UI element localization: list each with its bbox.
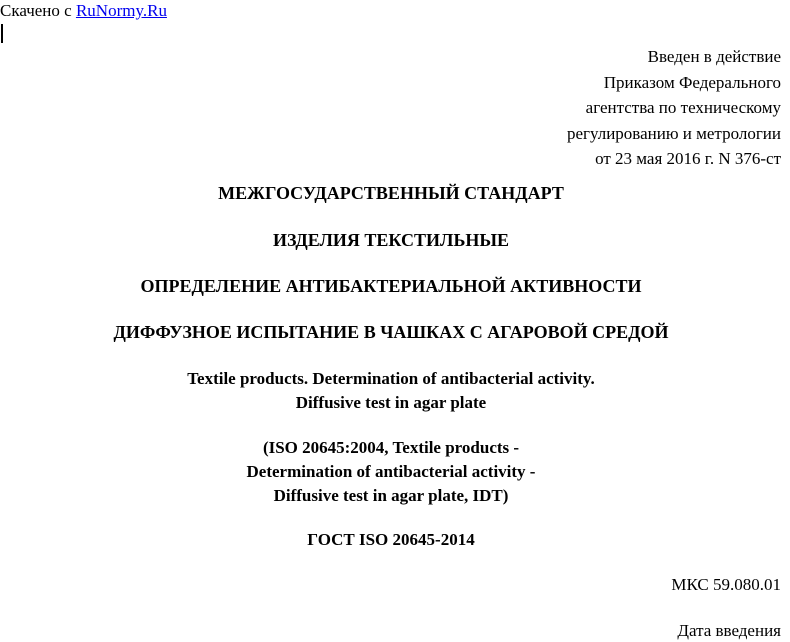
iso-reference-line: (ISO 20645:2004, Textile products - bbox=[262, 438, 520, 457]
method-heading: ДИФФУЗНОЕ ИСПЫТАНИЕ В ЧАШКАХ С АГАРОВОЙ СРЕДОЙ bbox=[113, 322, 669, 342]
enactment-line: Приказом Федерального bbox=[603, 72, 781, 92]
iso-reference bbox=[0, 436, 782, 508]
iso-reference-line: Determination of antibacterial activity - bbox=[246, 462, 536, 481]
download-prefix: Скачено с bbox=[0, 1, 72, 20]
gost-designation: ГОСТ ISO 20645-2014 bbox=[307, 530, 475, 549]
english-title-line: Diffusive test in agar plate bbox=[295, 393, 487, 412]
runormy-link[interactable]: RuNormy.Ru bbox=[75, 1, 167, 20]
english-title bbox=[0, 367, 782, 415]
standard-type-heading: МЕЖГОСУДАРСТВЕННЫЙ СТАНДАРТ bbox=[218, 183, 564, 203]
enactment-line: Введен в действие bbox=[647, 47, 781, 66]
enactment-line: от 23 мая 2016 г. N 376-ст bbox=[595, 149, 781, 168]
mks-code: МКС 59.080.01 bbox=[671, 575, 781, 594]
enactment-line: регулированию и метрологии bbox=[566, 123, 781, 143]
determination-heading: ОПРЕДЕЛЕНИЕ АНТИБАКТЕРИАЛЬНОЙ АКТИВНОСТИ bbox=[140, 276, 642, 296]
text-cursor bbox=[1, 24, 3, 43]
subject-heading: ИЗДЕЛИЯ ТЕКСТИЛЬНЫЕ bbox=[272, 230, 510, 250]
enactment-block bbox=[567, 44, 781, 172]
iso-reference-line: Diffusive test in agar plate, IDT) bbox=[273, 486, 509, 505]
download-source-line bbox=[0, 0, 167, 22]
enactment-line: агентства по техническому bbox=[585, 98, 781, 117]
english-title-line: Textile products. Determination of antibacterial activity. bbox=[187, 369, 595, 388]
date-of-introduction-label: Дата введения bbox=[677, 621, 781, 640]
